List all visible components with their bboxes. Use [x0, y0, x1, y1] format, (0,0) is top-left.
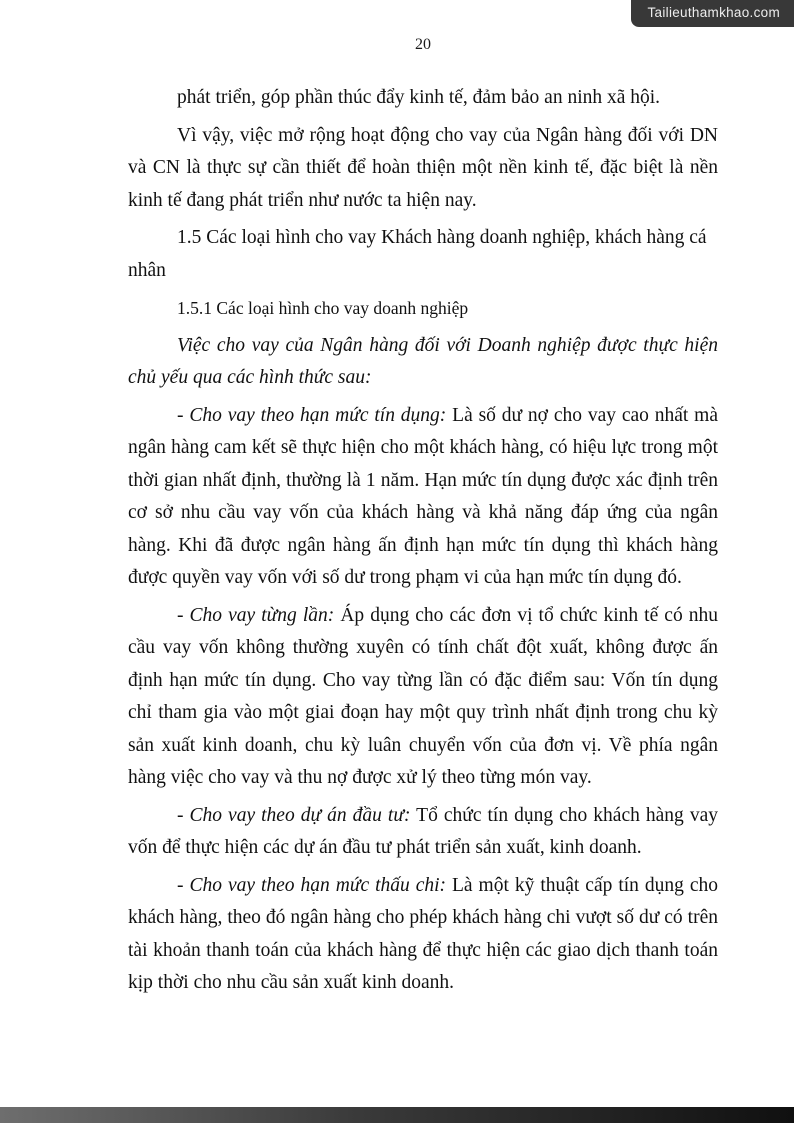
loan-term-label: - Cho vay theo hạn mức tín dụng:: [177, 404, 447, 426]
loan-term-label: - Cho vay theo dự án đầu tư:: [177, 804, 411, 826]
paragraph-intro: phát triển, góp phần thúc đẩy kinh tế, đảm bảo an ninh xã hội.: [177, 87, 661, 108]
loan-term-definition: Tổ chức tín dụng cho khách hàng vay vốn để thực hiện các dự án đầu tư phát triển sản xuất, kinh doanh.: [128, 804, 718, 858]
loan-term-definition: Áp dụng cho các đơn vị tổ chức kinh tế có nhu cầu vay vốn không thường xuyên có tính chất đột xuất, không được ấn định hạn mức tín dụng. Cho vay từng lần có đặc điểm sau: Vốn tín dụng chỉ tham gia vào một giai đoạn hay một quy trình nhất định trong chu kỳ sản xuất kinh doanh, chu kỳ luân chuyển vốn của đơn vị. Về phía ngân hàng việc cho vay và thu nợ được xử lý theo từng món vay.: [128, 604, 719, 788]
loan-type-item-credit-limit: [128, 400, 718, 595]
section-heading-1-5: 1.5 Các loại hình cho vay Khách hàng doanh nghiệp, khách hàng cá nhân: [128, 227, 707, 281]
loan-term-definition: Là số dư nợ cho vay cao nhất mà ngân hàng cam kết sẽ thực hiện cho một khách hàng, có hiệu lực trong một thời gian nhất định, thường là 1 năm. Hạn mức tín dụng được xác định trên cơ sở nhu cầu vay vốn của khách hàng và khả năng đáp ứng của ngân hàng. Khi đã được ngân hàng ấn định hạn mức tín dụng thì khách hàng được quyền vay vốn với số dư trong phạm vi của hạn mức tín dụng đó.: [128, 404, 719, 588]
loan-term-definition: Là một kỹ thuật cấp tín dụng cho khách hàng, theo đó ngân hàng cho phép khách hàng chi vượt số dư có trên tài khoản thanh toán của khách hàng để thực hiện các giao dịch thanh toán kịp thời cho nhu cầu sản xuất kinh doanh.: [128, 874, 718, 993]
watermark-badge: [631, 0, 794, 27]
bottom-bar: [0, 1107, 794, 1123]
loan-type-item-overdraft: [128, 870, 718, 1000]
paragraph-emphasis: Vì vậy, việc mở rộng hoạt động cho vay của Ngân hàng đối với DN và CN là thực sự cần thiết để hoàn thiện một nền kinh tế, đặc biệt là nền kinh tế đang phát triển như nước ta hiện nay.: [128, 124, 718, 211]
page-content: [128, 82, 718, 1000]
watermark-text: Tailieuthamkhao.com: [647, 5, 780, 20]
loan-type-item-investment-project: [128, 800, 718, 865]
loan-term-label: - Cho vay theo hạn mức thấu chi:: [177, 874, 447, 896]
subsection-heading-1-5-1: 1.5.1 Các loại hình cho vay doanh nghiệp: [177, 298, 469, 318]
paragraph-lead-in: Việc cho vay của Ngân hàng đối với Doanh nghiệp được thực hiện chủ yếu qua các hình thức sau:: [128, 334, 718, 388]
page-number: 20: [415, 36, 431, 53]
loan-type-item-per-transaction: [128, 600, 718, 795]
loan-term-label: - Cho vay từng lần:: [177, 604, 335, 626]
